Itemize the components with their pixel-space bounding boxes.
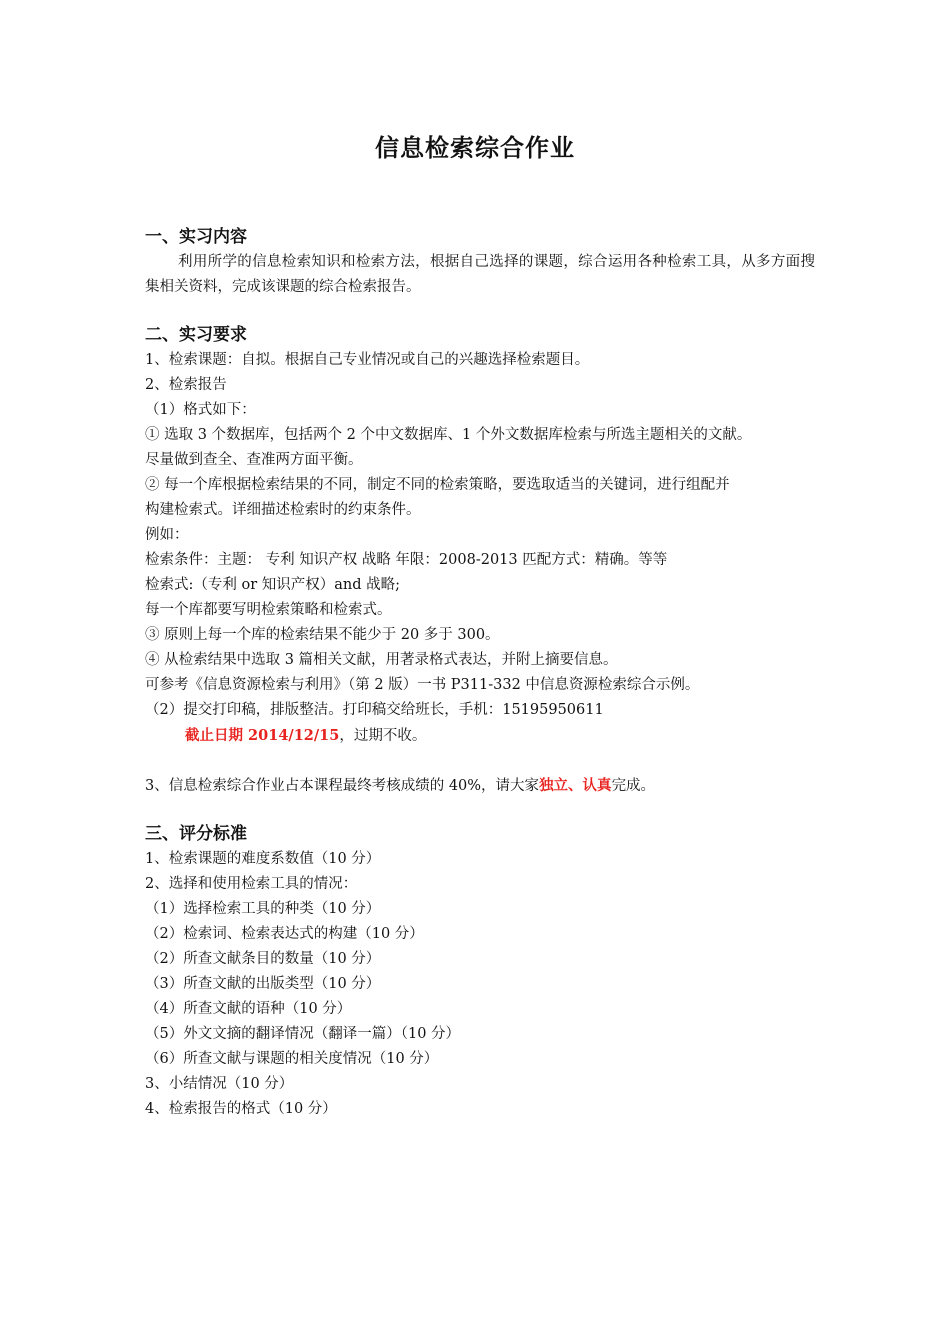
document-title: 信息检索综合作业 xyxy=(375,134,575,162)
deadline-date: 截止日期 2014/12/15 xyxy=(185,727,340,744)
deadline-note: ，过期不收。 xyxy=(339,728,427,744)
spacer xyxy=(145,300,815,322)
requirement-line: 1、检索课题：自拟。根据自己专业情况或自己的兴趣选择检索题目。 xyxy=(145,352,590,368)
deadline-line xyxy=(145,723,815,749)
grading-line: 1、检索课题的难度系数值（10 分） xyxy=(145,851,381,867)
requirement-line: ③ 原则上每一个库的检索结果不能少于 20 多于 300。 xyxy=(145,627,500,643)
grade-weight-text: 3、信息检索综合作业占本课程最终考核成绩的 40%，请大家 xyxy=(145,778,540,794)
grading-line: （2）所查文献条目的数量（10 分） xyxy=(145,951,381,967)
grading-line: （4）所查文献的语种（10 分） xyxy=(145,1001,352,1017)
requirement-line: 2、检索报告 xyxy=(145,377,227,393)
grading-line: （3）所查文献的出版类型（10 分） xyxy=(145,976,381,992)
requirement-line: （1）格式如下： xyxy=(145,402,256,418)
requirement-line: （2）提交打印稿，排版整洁。打印稿交给班长，手机：15195950611 xyxy=(145,702,604,718)
grade-weight-tail: 完成。 xyxy=(611,778,656,794)
grade-weight-line xyxy=(145,773,815,799)
requirement-line: 例如： xyxy=(145,527,189,543)
example-query-line: 检索式:（专利 or 知识产权）and 战略; xyxy=(145,577,401,593)
section-heading-requirements: 二、实习要求 xyxy=(145,325,247,345)
grading-line: （6）所查文献与课题的相关度情况（10 分） xyxy=(145,1051,439,1067)
section-heading-grading: 三、评分标准 xyxy=(145,824,247,844)
grading-line: 2、选择和使用检索工具的情况： xyxy=(145,876,358,892)
requirement-line: 尽量做到查全、查准两方面平衡。 xyxy=(145,452,363,468)
grading-line: 3、小结情况（10 分） xyxy=(145,1076,294,1092)
requirement-line: 可参考《信息资源检索与利用》（第 2 版）一书 P311-332 中信息资源检索综合示例。 xyxy=(145,677,700,693)
grading-line: （2）检索词、检索表达式的构建（10 分） xyxy=(145,926,424,942)
requirement-line: 每一个库都要写明检索策略和检索式。 xyxy=(145,602,392,618)
grading-line: 4、检索报告的格式（10 分） xyxy=(145,1101,337,1117)
requirement-line: 构建检索式。详细描述检索时的约束条件。 xyxy=(145,502,421,518)
grading-line: （5）外文文摘的翻译情况（翻译一篇）（10 分） xyxy=(145,1026,461,1042)
example-condition-line: 检索条件：主题： 专利 知识产权 战略 年限：2008-2013 匹配方式：精确。等等 xyxy=(145,552,668,568)
document-body xyxy=(145,224,815,1122)
requirement-line: ① 选取 3 个数据库，包括两个 2 个中文数据库、1 个外文数据库检索与所选主题相关的文献。 xyxy=(145,427,752,443)
section-heading-content: 一、实习内容 xyxy=(145,227,247,247)
section1-paragraph: 利用所学的信息检索知识和检索方法，根据自己选择的课题，综合运用各种检索工具，从多方面搜集相关资料，完成该课题的综合检索报告。 xyxy=(145,254,815,295)
grading-line: （1）选择检索工具的种类（10 分） xyxy=(145,901,381,917)
spacer xyxy=(145,799,815,821)
requirement-line: ② 每一个库根据检索结果的不同，制定不同的检索策略，要选取适当的关键词，进行组配并 xyxy=(145,477,730,493)
spacer xyxy=(145,749,815,773)
emphasis-independent-careful: 独立、认真 xyxy=(539,777,612,794)
requirement-line: ④ 从检索结果中选取 3 篇相关文献，用著录格式表达，并附上摘要信息。 xyxy=(145,652,618,668)
